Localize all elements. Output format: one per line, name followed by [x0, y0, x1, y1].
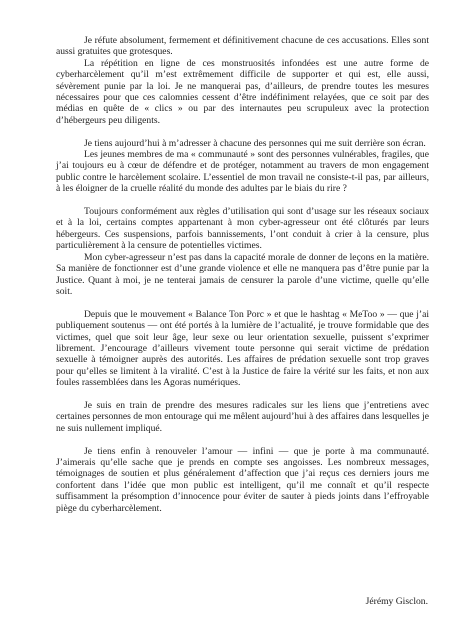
paragraph: Les jeunes membres de ma « communauté » sont des personnes vulnérables, fragiles, que j’ai toujours eu à cœur de défendre et de protéger, notamment au travers de mon engagement public contre le harcèlement scolaire. L’essentiel de mon travail ne consiste-t-il pas, par ailleurs, à les éloigner de la cruelle réalité du monde des adultes par le biais du rire ?	[56, 149, 429, 195]
document-body	[56, 35, 429, 514]
paragraph: La répétition en ligne de ces monstruosités infondées est une autre forme de cyberharcèlement qu’il m’est extrêmement difficile de supporter et qui est, elle aussi, sévèrement punie par la loi. Je ne manquerai pas, d’ailleurs, de prendre toutes les mesures nécessaires pour que ces calomnies cessent d’être indéfiniment relayées, que ce soit par des médias en quête de « clics » ou par des internautes peu scrupuleux avec la protection d’hébergeurs peu diligents.	[56, 57, 429, 126]
paragraph-gap	[56, 389, 429, 400]
paragraph-gap	[56, 195, 429, 206]
paragraph: Je suis en train de prendre des mesures radicales sur les liens que j’entretiens avec certaines personnes de mon entourage qui me mêlent aujourd’hui à des affaires dans lesquelles je ne suis nullement impliqué.	[56, 399, 429, 434]
paragraph: Mon cyber-agresseur n’est pas dans la capacité morale de donner de leçons en la matière. Sa manière de fonctionner est d’une grande violence et elle ne manquera pas d’être punie par la Justice. Quant à moi, je ne tenterai jamais de censurer la parole d’une victime, quelle qu’elle soit.	[56, 251, 429, 297]
paragraph: Depuis que le mouvement « Balance Ton Porc » et que le hashtag « MeToo » — que j’ai publiquement soutenus — ont été portés à la lumière de l’actualité, je trouve formidable que des victimes, quel que soit leur âge, leur sexe ou leur orientation sexuelle, puissent s’exprimer librement. J’encourage d’ailleurs vivement toute personne qui serait victime de prédation sexuelle à témoigner auprès des autorités. Les affaires de prédation sexuelle sont trop graves pour qu’elles se limitent à la viralité. C’est à la Justice de faire la vérité sur les faits, et non aux foules rassemblées dans les Agoras numériques.	[56, 308, 429, 389]
paragraph-gap	[56, 434, 429, 445]
paragraph: Je tiens enfin à renouveler l’amour — infini — que je porte à ma communauté. J’aimerais qu’elle sache que je prends en compte ses angoisses. Les nombreux messages, témoignages de soutien et plus généralement d’affection que j’ai reçus ces derniers jours me confortent dans l’idée que mon public est intelligent, qu’il me connaît et qu’il respecte suffisamment la présomption d’innocence pour éviter de sauter à pieds joints dans l’effroyable piège du cyberharcèlement.	[56, 445, 429, 514]
paragraph-gap	[56, 297, 429, 308]
paragraph: Je tiens aujourd’hui à m’adresser à chacune des personnes qui me suit derrière son écran.	[84, 137, 426, 149]
paragraph: Je réfute absolument, fermement et définitivement chacune de ces accusations. Elles sont aussi gratuites que grotesques.	[56, 35, 429, 58]
paragraph: Toujours conformément aux règles d’utilisation qui sont d’usage sur les réseaux sociaux et à la loi, certains comptes appartenant à mon cyber-agresseur ont été clôturés par leurs hébergeurs. Ces suspensions, parfois bannissements, l’ont conduit à crier à la censure, plus particulièrement à la censure de potentielles victimes.	[56, 206, 429, 252]
paragraph-gap	[56, 126, 429, 137]
signature: Jérémy Gisclon.	[365, 596, 428, 607]
